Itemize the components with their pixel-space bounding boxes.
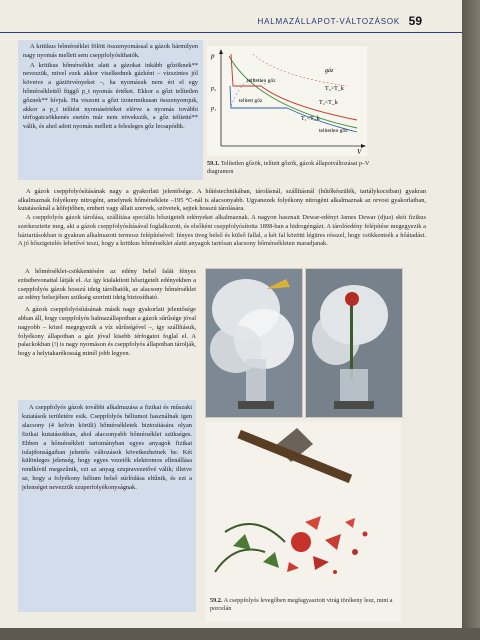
diagram-caption <box>207 160 382 176</box>
diagram-caption-text: Telítetlen gőzök, telített gőzök, gázok állapotváltozásai p–V diagramon <box>207 160 370 175</box>
v-axis-arrow <box>361 144 366 148</box>
photo1-svg <box>206 269 302 417</box>
photo-flower-in-nitrogen <box>205 268 303 418</box>
p-axis-label: p <box>211 52 215 60</box>
photo-frozen-rose <box>305 268 403 418</box>
photo2-svg <box>306 269 402 417</box>
photo-shattered-flower <box>205 422 401 622</box>
book-edge <box>462 0 480 628</box>
main-text <box>18 188 426 249</box>
p-axis-arrow <box>219 49 223 54</box>
application-paragraph: A cseppfolyós gázok további alkalmazása a fizikai és műszaki kutatások területére esik. Cseppfolyós héliumot használnak igen alacsony (4 kelvin körüli) hőmérsékletek biztosítására olyan fizikai kutatásokban, ahol alacsonyabb hőmérséklet szükséges. Ebben a hőmérsékleti tartományban egyes anyagok fizikai tulajdonságaiban jelentős változások következhetnek be. Két különleges jelenség, hogy egyes vezetők elektromos ellenállása rendkívül megszűnik, ezt az anyag szupravezetővé válik; illetve az, hogy a folyékony hélium belső súrlódása eltűnik, és ezt a jelenséget nevezzük szuperfolyékonyságnak. <box>22 404 192 492</box>
unsaturated-vapor-label: telítetlen gőz <box>247 78 276 84</box>
photo-caption-text: A cseppfolyós levegőben megfagyasztott virág törékeny lesz, mint a porcelán <box>210 597 393 612</box>
lower-paragraph-1: A hőmérséklet-csökkentésére az edény belső falát fényes ezüstbevonattal látják el. Az így kialakított hőszigetelt edényekben a cseppfolyós gázok hosszú ideig tárolhatók, az alacsony hőmérséklet az edény belsejében szükség szerinti ideig biztosítható. <box>18 268 196 302</box>
p1-label: p₁ <box>211 106 217 112</box>
lower-paragraph-2: A gázok cseppfolyósításának másik nagy gyakorlati jelentősége abban áll, hogy cseppfolyós halmazállapotban a gázok sűrűsége jóval nagyobb – közel megegyezik a víz sűrűségével –, így szállításuk, folyékony állapotban a gáz jóval kisebb térfogatot foglal el. A palackokban (!) is nagy nyomáson és cseppfolyós állapotban tárolják, hogy a helytakarékosság minél jobb legyen. <box>18 306 196 358</box>
photo3-svg <box>205 422 401 622</box>
isotherm-t3 <box>229 56 357 128</box>
isotherm-t1 <box>230 86 357 132</box>
page-header <box>0 12 462 33</box>
t3-label: T₃>T_k <box>325 86 344 92</box>
box-paragraph-2: A kritikus hőmérséklet alatt a gázokat inkább gőzöknek** nevezzük, mivel ezek akkor viselkednek gázként – vízszintes jól követve a gáztörvényeket –, ha nyomásuk nem éri el egy hőmérséklettől függő p_t nyomás értéket. Ekkor a gőzt telítetlen gőznek** hívjuk. Ha viszont a gőzt izotermikusan összenyomjuk, akkor a p_t telítési nyomásértéket elérve a nyomás további térfogatcsökkenés esetén már nem növekszik, a gőz telítetté** válik, és ahol adott nyomás mellett a felesleges gőz lecsapódik. <box>23 61 198 131</box>
running-head: HALMAZÁLLAPOT-VÁLTOZÁSOK <box>257 17 400 26</box>
application-box-text <box>22 404 192 493</box>
definition-box <box>18 40 203 180</box>
t2-label: T₂<T_k <box>319 100 338 106</box>
diagram-caption-number: 59.1. <box>207 160 220 167</box>
next-page-edge <box>0 628 480 640</box>
photo-caption-number: 59.2. <box>210 597 223 604</box>
box-paragraph-1: A kritikus hőmérséklet fölött összenyomással a gázok bármilyen nagy nyomás mellett sem cseppfolyósíthatók. <box>23 43 198 59</box>
main-paragraph-1: A gázok cseppfolyósításának nagy a gyakorlati jelentősége. A hűtéstechnikában, tárolásnál, szállításnál (hűtőkészülék, tartálykocsiban) gyakran alkalmaznak folyékony nitrogént, amelynek hőmérséklete –195 °C-nál is alacsonyabb. Ugyanezek folyékony nitrogént alkalmaznak az orvosi gyakorlatban, kutatásoknál a kőfejtőben, emberi vagy állati szervek, szövetek, sejtek hosszú tárolására. <box>18 188 426 213</box>
pv-diagram <box>207 46 367 156</box>
t1-label: T₁<T_k <box>301 116 320 122</box>
v-axis-label: V <box>357 148 362 156</box>
lower-text <box>18 268 196 362</box>
main-paragraph-2: A cseppfolyós gázok tárolása, szállítása speciális hőszigetelt edényeket alkalmaznak. A nagyon hasznait Dewar-edényt James Dewar (djuə) skót fizikus szerkesztette meg, aki a gázok cseppfolyósításával foglalkozott, és elsőként cseppfolyósította 1898-ban a hidrogéngázt. A tárolóedény felépítése megegyezik a háztartásokban is gyakran alkalmazott termosz felépítésével: fényes üveg belső és külső fallal, a két fal közötti légüres résszel, hogy csökkentsék a hőátadást. A jó hőszigetelés lehetővé teszi, hogy a kritikus hőmérséklet alatti anyagok tartósan alacsony hőmérsékleten maradjanak. <box>18 214 426 248</box>
unsaturated-vapor-label-2: telítetlen gőz <box>319 128 348 134</box>
pv-diagram-svg <box>207 46 367 156</box>
photo-caption <box>210 597 400 613</box>
page-number: 59 <box>408 14 422 28</box>
p2-label: p₂ <box>211 86 217 92</box>
gas-region-label: gáz <box>325 68 334 74</box>
saturated-vapor-label: telített gőz <box>239 98 263 104</box>
